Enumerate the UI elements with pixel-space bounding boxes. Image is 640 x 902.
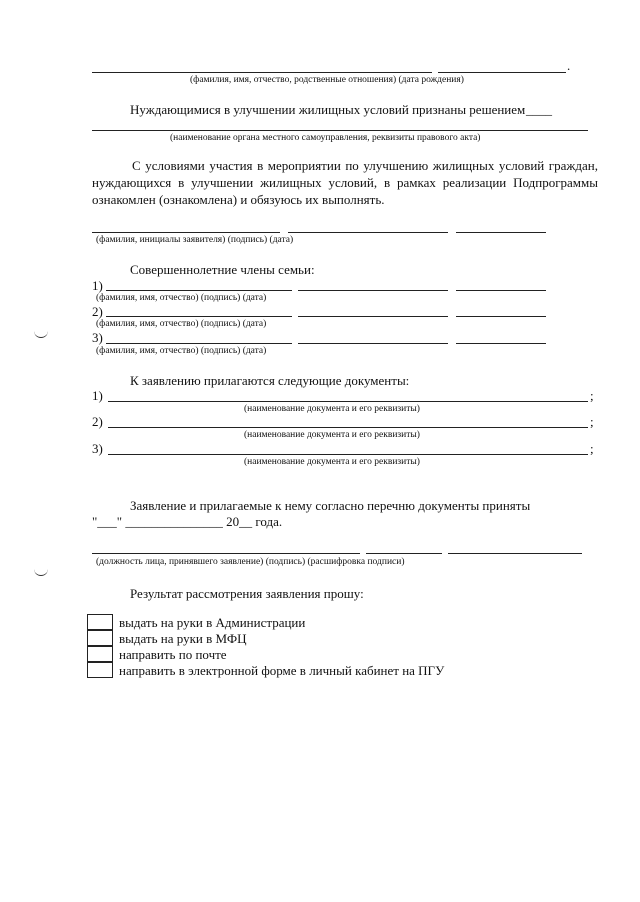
family-member-number: 2) [92, 304, 103, 319]
document-caption: (наименование документа и его реквизиты) [244, 457, 420, 467]
official-position-line[interactable] [92, 553, 360, 554]
family-member-name-line[interactable] [106, 290, 292, 291]
document-line[interactable] [108, 454, 588, 455]
result-option-label: выдать на руки в МФЦ [119, 631, 247, 646]
applicant-name-line[interactable] [92, 232, 280, 233]
result-heading: Результат рассмотрения заявления прошу: [130, 586, 364, 601]
header-dot: . [567, 58, 571, 73]
document-caption: (наименование документа и его реквизиты) [244, 404, 420, 414]
result-option-checkbox[interactable] [87, 646, 113, 662]
accepted-text: Заявление и прилагаемые к нему согласно перечню документы приняты [130, 498, 531, 513]
applicant-date-line[interactable] [456, 232, 546, 233]
family-member-caption: (фамилия, имя, отчество) (подпись) (дата) [96, 293, 267, 303]
family-heading: Совершеннолетние члены семьи: [130, 262, 315, 277]
documents-heading: К заявлению прилагаются следующие документы: [130, 373, 410, 388]
document-number: 2) [92, 414, 103, 429]
document-number: 1) [92, 388, 103, 403]
document-line[interactable] [108, 401, 588, 402]
result-option-label: выдать на руки в Администрации [119, 615, 306, 630]
recognized-text: Нуждающимися в улучшении жилищных условий признаны решением [130, 102, 526, 117]
name-relation-line[interactable] [92, 72, 432, 73]
family-member-name-line[interactable] [106, 343, 292, 344]
official-caption: (должность лица, принявшего заявление) (подпись) (расшифровка подписи) [96, 557, 405, 567]
family-member-caption: (фамилия, имя, отчество) (подпись) (дата) [96, 346, 267, 356]
family-member-caption: (фамилия, имя, отчество) (подпись) (дата) [96, 319, 267, 329]
document-number: 3) [92, 441, 103, 456]
conditions-paragraph: С условиями участия в мероприятии по улучшению жилищных условий граждан, нуждающихся в улучшении жилищных условий, в рамках реализации Подпрограммы ознакомлен (ознакомлена) и обязуюсь их выполнять. [92, 158, 598, 207]
document-end: ; [590, 414, 594, 429]
birth-date-line[interactable] [438, 72, 566, 73]
document-end: ; [590, 441, 594, 456]
family-member-number: 3) [92, 330, 103, 345]
document-line[interactable] [108, 427, 588, 428]
applicant-signature-line[interactable] [288, 232, 448, 233]
applicant-caption: (фамилия, инициалы заявителя) (подпись) (дата) [96, 235, 294, 245]
accepted-date-line[interactable]: "___" _______________ 20__ года. [92, 514, 283, 529]
family-member-number: 1) [92, 278, 103, 293]
result-option-label: направить в электронной форме в личный кабинет на ПГУ [119, 663, 445, 678]
family-member-signature-line[interactable] [298, 316, 448, 317]
family-member-date-line[interactable] [456, 343, 546, 344]
punch-hole-mark [34, 331, 48, 338]
family-member-name-line[interactable] [106, 316, 292, 317]
result-option-checkbox[interactable] [87, 614, 113, 630]
recognized-blank: ____ [526, 102, 552, 117]
family-member-signature-line[interactable] [298, 343, 448, 344]
name-relation-caption: (фамилия, имя, отчество, родственные отношения) (дата рождения) [190, 75, 464, 85]
result-option-checkbox[interactable] [87, 662, 113, 678]
family-member-signature-line[interactable] [298, 290, 448, 291]
result-option-label: направить по почте [119, 647, 227, 662]
authority-line[interactable] [92, 130, 588, 131]
official-signature-line[interactable] [366, 553, 442, 554]
document-caption: (наименование документа и его реквизиты) [244, 430, 420, 440]
official-name-line[interactable] [448, 553, 582, 554]
document-end: ; [590, 388, 594, 403]
authority-caption: (наименование органа местного самоуправления, реквизиты правового акта) [170, 133, 481, 143]
family-member-date-line[interactable] [456, 290, 546, 291]
punch-hole-mark [34, 569, 48, 576]
result-option-checkbox[interactable] [87, 630, 113, 646]
family-member-date-line[interactable] [456, 316, 546, 317]
